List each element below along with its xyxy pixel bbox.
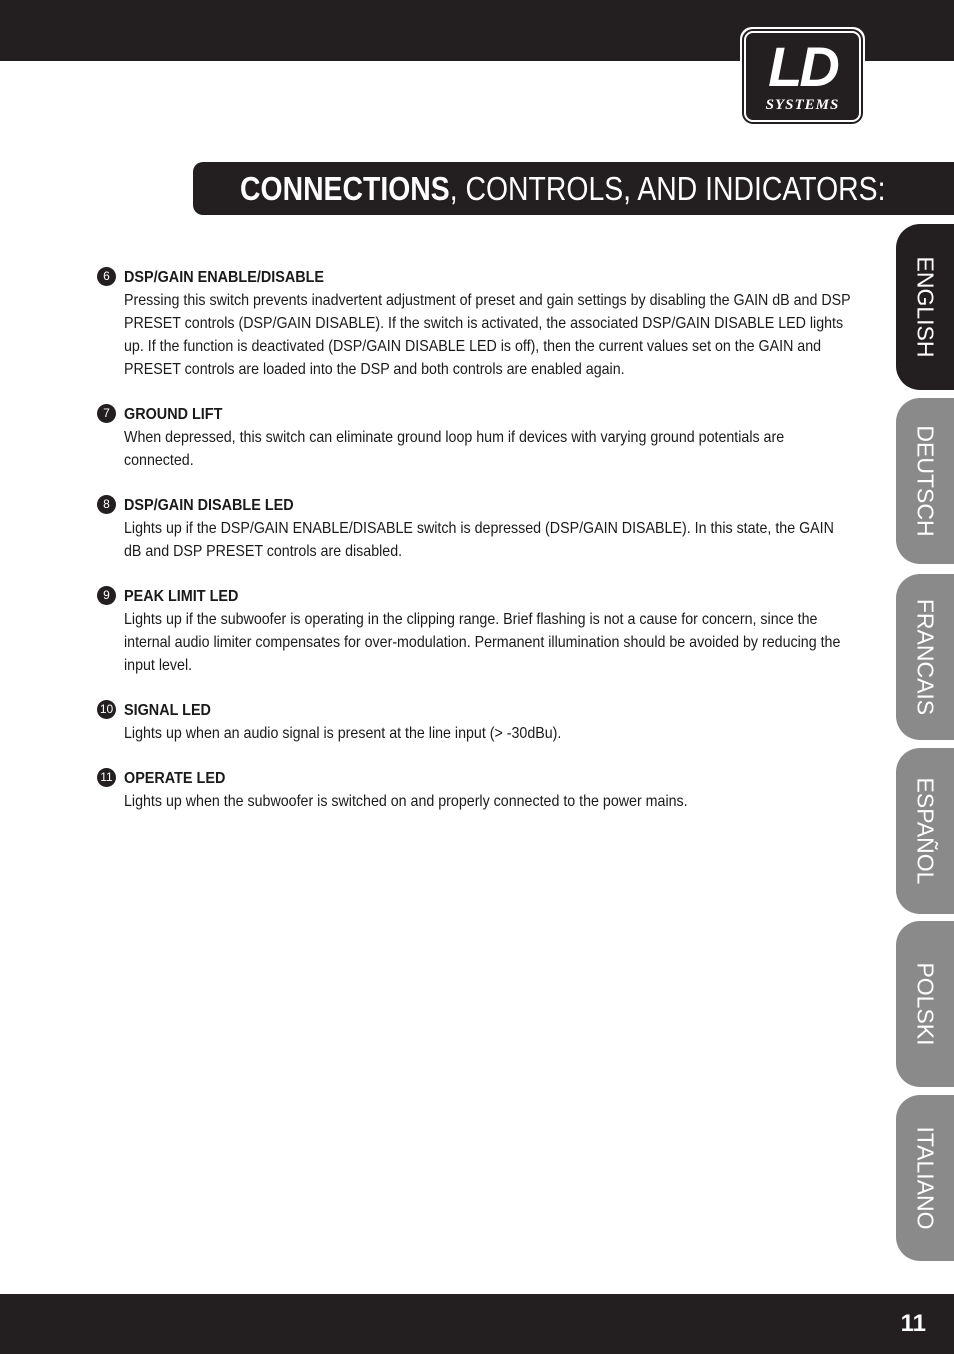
page-title (240, 167, 885, 211)
item-number-badge: 10 (97, 700, 116, 719)
tab-deutsch[interactable] (896, 398, 954, 564)
item-description: Lights up when the subwoofer is switched on and properly connected to the power mains. (124, 793, 688, 810)
page-title-rest: , CONTROLS, AND INDICATORS: (449, 170, 886, 207)
item-description: Lights up if the DSP/GAIN ENABLE/DISABLE switch is depressed (DSP/GAIN DISABLE). In this state, the GAIN dB and DSP PRESET controls are disabled. (124, 520, 834, 560)
item-description: Lights up if the subwoofer is operating in the clipping range. Brief flashing is not a cause for concern, since the internal audio limiter compensates for over-modulation. Permanent illumination should be avoided by reducing the input level. (124, 611, 841, 674)
item-number-badge: 7 (97, 404, 116, 423)
item-list (97, 266, 857, 835)
item-number-badge: 6 (97, 267, 116, 286)
item-description: Pressing this switch prevents inadvertent adjustment of preset and gain settings by disabling the GAIN dB and DSP PRESET controls (DSP/GAIN DISABLE). If the switch is activated, the associated DSP/GAIN DISABLE LED lights up. If the function is deactivated (DSP/GAIN DISABLE LED is off), then the current values set on the GAIN and PRESET controls are loaded into the DSP and both controls are enabled again. (124, 292, 851, 378)
tab-label: ITALIANO (912, 1126, 939, 1230)
item-number-badge: 8 (97, 495, 116, 514)
tab-label: FRANCAIS (912, 598, 939, 716)
tab-francais[interactable] (896, 574, 954, 740)
tab-english[interactable] (896, 224, 954, 390)
list-item (97, 767, 857, 813)
list-item (97, 585, 857, 677)
item-number-badge: 11 (97, 768, 116, 787)
bottom-bar (0, 1294, 954, 1354)
list-item (97, 494, 857, 563)
list-item (97, 266, 857, 381)
list-item (97, 403, 857, 472)
item-description: Lights up when an audio signal is present at the line input (> -30dBu). (124, 725, 562, 742)
page-title-bold: CONNECTIONS (240, 170, 450, 207)
item-heading: OPERATE LED (124, 770, 226, 787)
ld-systems-logo (740, 27, 865, 126)
page-number: 11 (900, 1310, 926, 1337)
item-heading: PEAK LIMIT LED (124, 588, 239, 605)
logo-badge (744, 31, 861, 122)
tab-label: ENGLISH (912, 256, 939, 358)
item-heading: DSP/GAIN ENABLE/DISABLE (124, 269, 325, 286)
item-heading: GROUND LIFT (124, 406, 223, 423)
tab-label: POLSKI (912, 962, 939, 1046)
item-number-badge: 9 (97, 586, 116, 605)
tab-label: ESPAÑOL (912, 777, 939, 885)
item-description: When depressed, this switch can eliminate ground loop hum if devices with varying ground potentials are connected. (124, 429, 785, 469)
item-heading: DSP/GAIN DISABLE LED (124, 497, 294, 514)
tab-polski[interactable] (896, 921, 954, 1087)
logo-subtext: SYSTEMS (765, 97, 840, 113)
list-item (97, 699, 857, 745)
logo-text: LD (768, 35, 837, 98)
tab-italiano[interactable] (896, 1095, 954, 1261)
tab-label: DEUTSCH (912, 425, 939, 537)
tab-espanol[interactable] (896, 748, 954, 914)
item-heading: SIGNAL LED (124, 702, 211, 719)
